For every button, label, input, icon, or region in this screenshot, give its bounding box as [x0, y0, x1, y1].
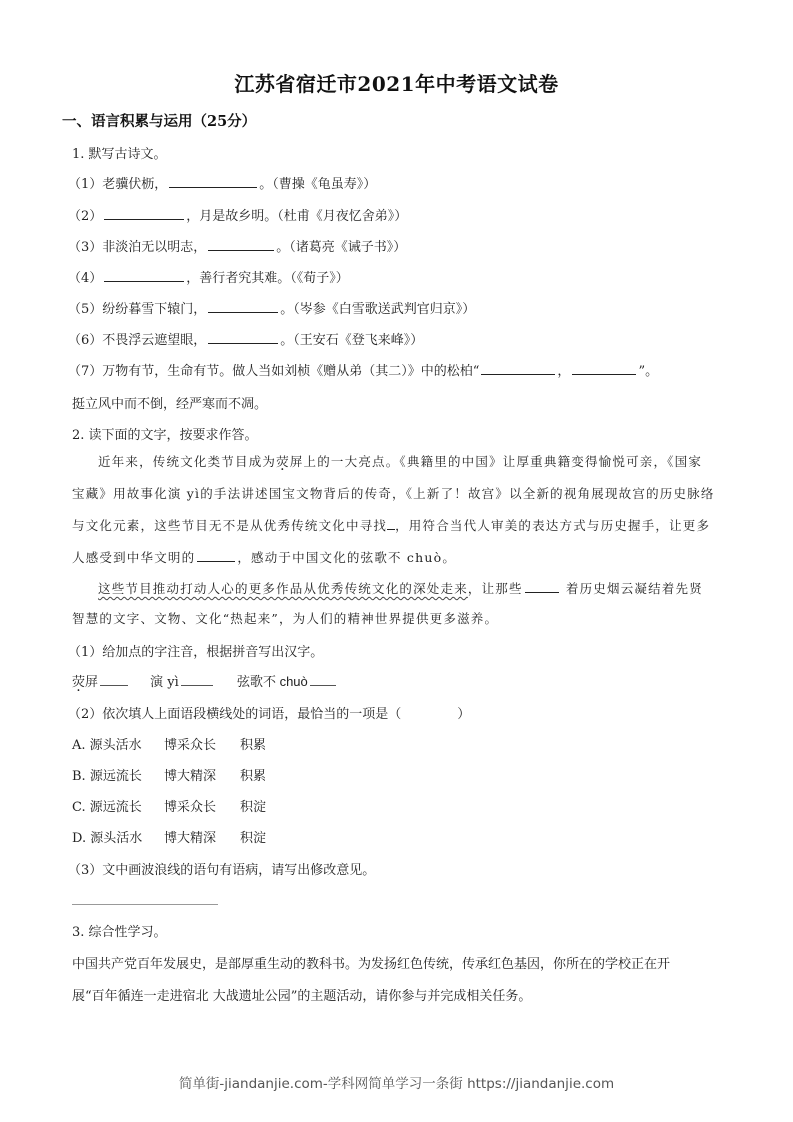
answer-blank[interactable] — [310, 673, 336, 686]
passage-line-4: 人感受到中华文明的 ，感动于中国文化的弦歌不 chuò。 — [72, 550, 457, 565]
q2-sub1-answers: 荧屏 演 yì 弦歌不 chuò — [72, 671, 338, 690]
answer-blank[interactable] — [481, 362, 555, 375]
q2-sub1-stem: （1）给加点的字注音，根据拼音写出汉字。 — [68, 645, 324, 660]
option-b[interactable]: B. 源远流长 博大精深 积累 — [72, 769, 267, 784]
q1-item-7: （7）万物有节，生命有节。做人当如刘桢《赠从弟（其二）》中的松柏“ ， ”。 — [68, 364, 659, 379]
q1-item-5: （5）纷纷暮雪下辕门， 。（岑参《白雪歌送武判官归京》） — [68, 302, 476, 317]
q2-sub3-stem: （3）文中画波浪线的语句有语病，请写出修改意见。 — [68, 863, 376, 878]
answer-blank[interactable] — [572, 362, 636, 375]
passage-line-1: 近年来，传统文化类节目成为荧屏上的一大亮点。《典籍里的中国》让厚重典籍变得愉悦可亲，《国家 — [98, 454, 703, 469]
answer-blank[interactable] — [208, 300, 278, 313]
dotted-char: 荧 — [276, 454, 290, 469]
option-a[interactable]: A. 源头活水 博采众长 积累 — [72, 738, 267, 753]
answer-blank[interactable] — [208, 331, 278, 344]
page-title: 江苏省宿迁市2021年中考语文试卷 — [234, 72, 559, 96]
passage-line-3: 与文化元素，这些节目无不是从优秀传统文化中寻找 ，用符合当代人审美的表达方式与历史握手，让更多 — [72, 518, 711, 533]
passage-blank[interactable] — [387, 517, 395, 530]
passage-para2-line-1: 这些节目推动打动人心的更多作品从优秀传统文化的深处走来，让那些 着历史烟云凝结着先贤 — [98, 581, 703, 596]
q3-text-line-1: 中国共产党百年发展史，是部厚重生动的教科书。为发扬红色传统，传承红色基因，你所在的学校正在开 — [72, 957, 671, 972]
footer-watermark: 简单街-jiandanjie.com-学科网简单学习一条街 https://jiandanjie.com — [178, 1076, 615, 1092]
answer-blank[interactable] — [208, 238, 274, 251]
passage-para2-line-2: 智慧的文字、文物、文化“热起来”，为人们的精神世界提供更多滋养。 — [72, 611, 499, 626]
question-1-stem: 1. 默写古诗文。 — [72, 147, 167, 162]
section-heading: 一、语言积累与运用（25分） — [62, 113, 257, 130]
answer-blank[interactable] — [100, 673, 128, 686]
question-3-stem: 3. 综合性学习。 — [72, 925, 167, 940]
answer-blank[interactable] — [104, 207, 184, 220]
q3-text-line-2: 展“百年循连一走进宿北 大战遗址公园”的主题活动，请你参与并完成相关任务。 — [72, 989, 532, 1004]
q1-item-3: （3）非淡泊无以明志， 。（诸葛亮《诫子书》） — [68, 240, 407, 255]
option-c[interactable]: C. 源远流长 博采众长 积淀 — [72, 800, 267, 815]
option-d[interactable]: D. 源头活水 博大精深 积淀 — [72, 831, 267, 846]
passage-line-2: 宝藏》用故事化演 yì的手法讲述国宝文物背后的传奇，《上新了！故宫》以全新的视角展现故宫的历史脉络 — [72, 486, 715, 501]
wavy-underlined-sentence: 这些节目推动打动人心的更多作品从优秀传统文化的深处走来 — [98, 581, 468, 596]
divider — [72, 904, 218, 905]
q1-item-1: （1）老骥伏枥， 。（曹操《龟虽寿》） — [68, 177, 377, 192]
passage-blank[interactable] — [525, 580, 559, 593]
q1-item-2: （2） ，月是故乡明。（杜甫《月夜忆舍弟》） — [68, 209, 408, 224]
q1-item-4: （4） ，善行者究其难。（《荀子》） — [68, 271, 349, 286]
answer-blank[interactable] — [104, 269, 184, 282]
q1-item-6: （6）不畏浮云遮望眼， 。（王安石《登飞来峰》） — [68, 333, 424, 348]
q2-sub2-stem: （2）依次填人上面语段横线处的词语，最恰当的一项是（ ） — [68, 707, 471, 722]
passage-blank[interactable] — [197, 549, 235, 562]
question-2-stem: 2. 读下面的文字，按要求作答。 — [72, 428, 258, 443]
answer-blank[interactable] — [169, 175, 257, 188]
answer-blank[interactable] — [181, 673, 213, 686]
q1-item-7-continued: 挺立风中而不倒，经严寒而不凋。 — [72, 397, 268, 412]
